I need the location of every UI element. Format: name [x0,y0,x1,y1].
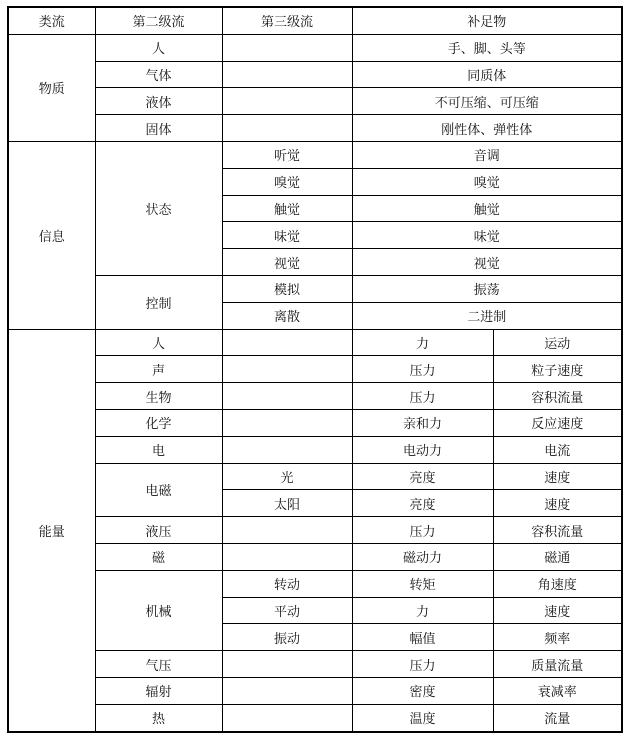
complement-cell: 手、脚、头等 [352,34,622,61]
third-level-cell [222,677,352,704]
second-level-cell: 气体 [95,61,222,88]
table-row [8,383,622,410]
effort-cell: 力 [352,329,493,356]
header-complement: 补足物 [352,7,622,34]
table-row [8,141,622,168]
header-second-level: 第二级流 [95,7,222,34]
table-row [8,677,622,704]
second-level-cell: 电 [95,436,222,463]
second-level-mechanical: 机械 [95,570,222,650]
effort-cell: 亲和力 [352,409,493,436]
table-row [8,436,622,463]
table-row [8,329,622,356]
complement-cell: 同质体 [352,61,622,88]
complement-cell: 振荡 [352,275,622,302]
second-level-cell: 气压 [95,651,222,678]
third-level-cell: 光 [222,463,352,490]
second-level-control: 控制 [95,275,222,329]
third-level-cell: 味觉 [222,222,352,249]
flow-cell: 电流 [493,436,622,463]
third-level-cell: 模拟 [222,275,352,302]
second-level-cell: 生物 [95,383,222,410]
second-level-cell: 热 [95,704,222,731]
second-level-cell: 声 [95,356,222,383]
third-level-cell: 太阳 [222,490,352,517]
flow-cell: 速度 [493,490,622,517]
flow-classification-table [7,6,623,733]
second-level-electromagnetic: 电磁 [95,463,222,517]
third-level-cell [222,34,352,61]
table-row [8,115,622,142]
complement-cell: 刚性体、弹性体 [352,115,622,142]
complement-cell: 嗅觉 [352,168,622,195]
third-level-cell [222,88,352,115]
header-third-level: 第三级流 [222,7,352,34]
second-level-cell: 人 [95,329,222,356]
effort-cell: 幅值 [352,624,493,651]
header-class: 类流 [8,7,95,34]
effort-cell: 温度 [352,704,493,731]
effort-cell: 压力 [352,517,493,544]
second-level-cell: 液压 [95,517,222,544]
effort-cell: 亮度 [352,463,493,490]
group-energy: 能量 [8,329,95,731]
second-level-cell: 磁 [95,543,222,570]
third-level-cell [222,704,352,731]
third-level-cell [222,115,352,142]
third-level-cell: 触觉 [222,195,352,222]
table-row [8,463,622,490]
table-row [8,61,622,88]
complement-cell: 二进制 [352,302,622,329]
effort-cell: 压力 [352,356,493,383]
table-row [8,275,622,302]
header-row [8,7,622,34]
table-row [8,704,622,731]
second-level-state: 状态 [95,141,222,275]
flow-cell: 运动 [493,329,622,356]
second-level-cell: 人 [95,34,222,61]
group-information: 信息 [8,141,95,329]
second-level-cell: 液体 [95,88,222,115]
effort-cell: 力 [352,597,493,624]
flow-cell: 反应速度 [493,409,622,436]
third-level-cell: 转动 [222,570,352,597]
third-level-cell [222,517,352,544]
third-level-cell [222,651,352,678]
complement-cell: 味觉 [352,222,622,249]
group-material: 物质 [8,34,95,141]
effort-cell: 密度 [352,677,493,704]
complement-cell: 音调 [352,141,622,168]
flow-cell: 容积流量 [493,383,622,410]
third-level-cell [222,383,352,410]
flow-cell: 质量流量 [493,651,622,678]
table-row [8,409,622,436]
table-row [8,651,622,678]
flow-cell: 容积流量 [493,517,622,544]
effort-cell: 压力 [352,383,493,410]
effort-cell: 转矩 [352,570,493,597]
third-level-cell [222,329,352,356]
complement-cell: 不可压缩、可压缩 [352,88,622,115]
effort-cell: 磁动力 [352,543,493,570]
flow-cell: 磁通 [493,543,622,570]
table-row [8,356,622,383]
third-level-cell: 振动 [222,624,352,651]
third-level-cell [222,436,352,463]
flow-cell: 流量 [493,704,622,731]
complement-cell: 视觉 [352,249,622,276]
table-row [8,570,622,597]
third-level-cell [222,61,352,88]
complement-cell: 触觉 [352,195,622,222]
second-level-cell: 化学 [95,409,222,436]
second-level-cell: 固体 [95,115,222,142]
third-level-cell: 嗅觉 [222,168,352,195]
effort-cell: 电动力 [352,436,493,463]
third-level-cell: 视觉 [222,249,352,276]
effort-cell: 亮度 [352,490,493,517]
table-row [8,517,622,544]
flow-cell: 速度 [493,597,622,624]
second-level-cell: 辐射 [95,677,222,704]
table-row [8,34,622,61]
third-level-cell: 平动 [222,597,352,624]
table-row [8,88,622,115]
flow-cell: 频率 [493,624,622,651]
third-level-cell [222,409,352,436]
third-level-cell [222,356,352,383]
flow-cell: 角速度 [493,570,622,597]
flow-cell: 速度 [493,463,622,490]
flow-cell: 衰减率 [493,677,622,704]
flow-cell: 粒子速度 [493,356,622,383]
table-row [8,543,622,570]
third-level-cell [222,543,352,570]
effort-cell: 压力 [352,651,493,678]
third-level-cell: 听觉 [222,141,352,168]
third-level-cell: 离散 [222,302,352,329]
